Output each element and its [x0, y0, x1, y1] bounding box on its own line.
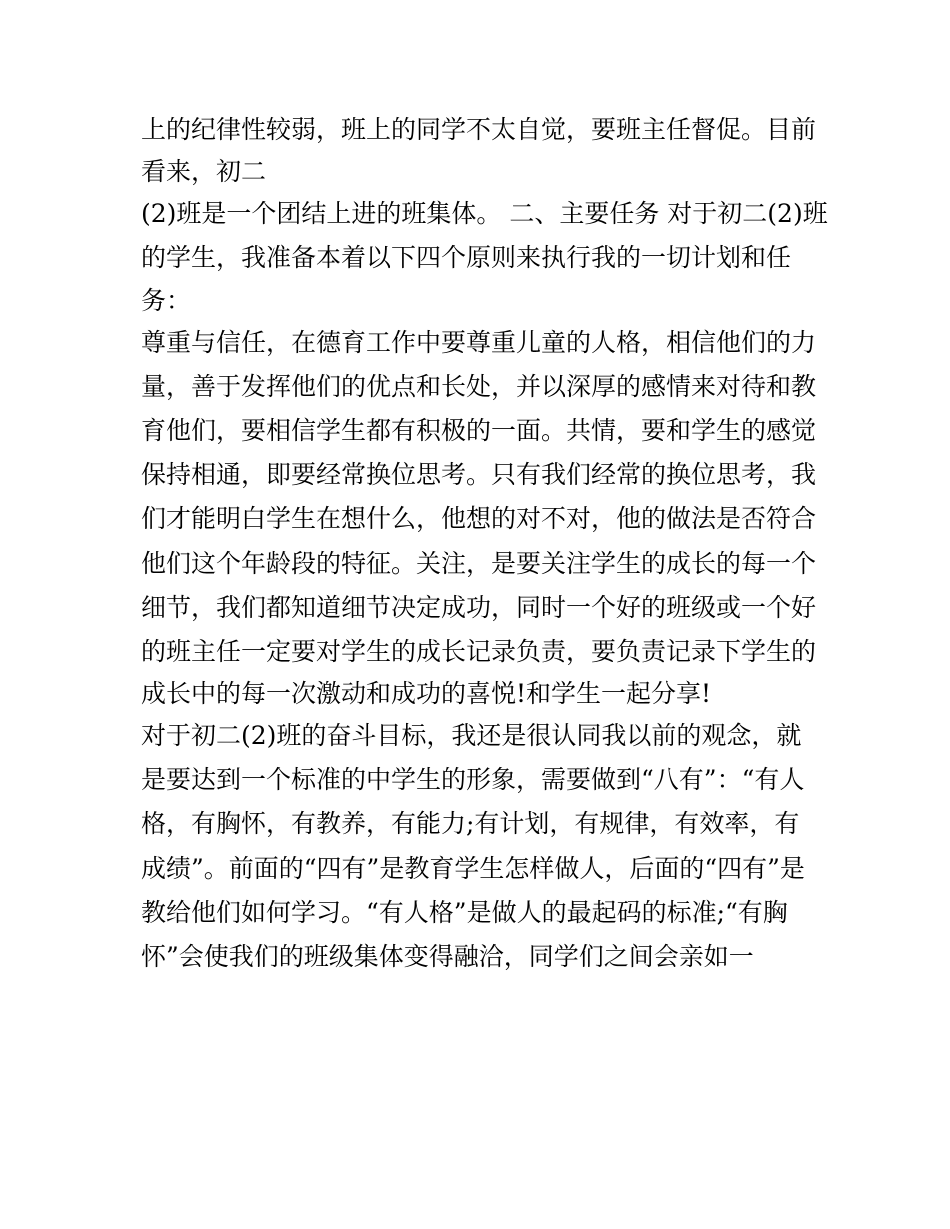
text-line: 他们这个年龄段的特征。关注，是要关注学生的成长的每一个 — [141, 548, 817, 578]
text-line: 看来，初二 — [141, 157, 267, 187]
text-line: 对于初二(2)班的奋斗目标，我还是很认同我以前的观念，就 — [141, 721, 802, 751]
text-line: 怀”会使我们的班级集体变得融洽，同学们之间会亲如一 — [141, 942, 754, 971]
text-line: (2)班是一个团结上进的班集体。 二、主要任务 对于初二(2)班 — [141, 199, 828, 229]
text-line: 是要达到一个标准的中学生的形象，需要做到“八有”：“有人 — [141, 765, 805, 795]
text-line: 务： — [141, 285, 192, 315]
text-line: 们才能明白学生在想什么，他想的对不对，他的做法是否符合 — [141, 504, 817, 534]
text-line: 教给他们如何学习。“有人格”是做人的最起码的标准;“有胸 — [141, 897, 788, 927]
text-line: 的学生，我准备本着以下四个原则来执行我的一切计划和任 — [141, 243, 792, 273]
text-line: 保持相通，即要经常换位思考。只有我们经常的换位思考，我 — [141, 460, 817, 490]
text-line: 格，有胸怀，有教养，有能力;有计划，有规律，有效率，有 — [141, 809, 800, 839]
text-line: 成长中的每一次激动和成功的喜悦!和学生一起分享! — [141, 679, 712, 709]
text-line: 上的纪律性较弱，班上的同学不太自觉，要班主任督促。目前 — [141, 115, 817, 144]
text-line: 育他们，要相信学生都有积极的一面。共情，要和学生的感觉 — [141, 415, 817, 445]
text-line: 的班主任一定要对学生的成长记录负责，要负责记录下学生的 — [141, 636, 817, 666]
body-text — [141, 108, 828, 979]
text-line: 尊重与信任，在德育工作中要尊重儿童的人格，相信他们的力 — [141, 327, 817, 357]
text-line: 成绩”。前面的“四有”是教育学生怎样做人，后面的“四有”是 — [141, 853, 805, 883]
text-line: 细节，我们都知道细节决定成功，同时一个好的班级或一个好 — [141, 592, 817, 622]
text-line: 量，善于发挥他们的优点和长处，并以深厚的感情来对待和教 — [141, 371, 817, 401]
